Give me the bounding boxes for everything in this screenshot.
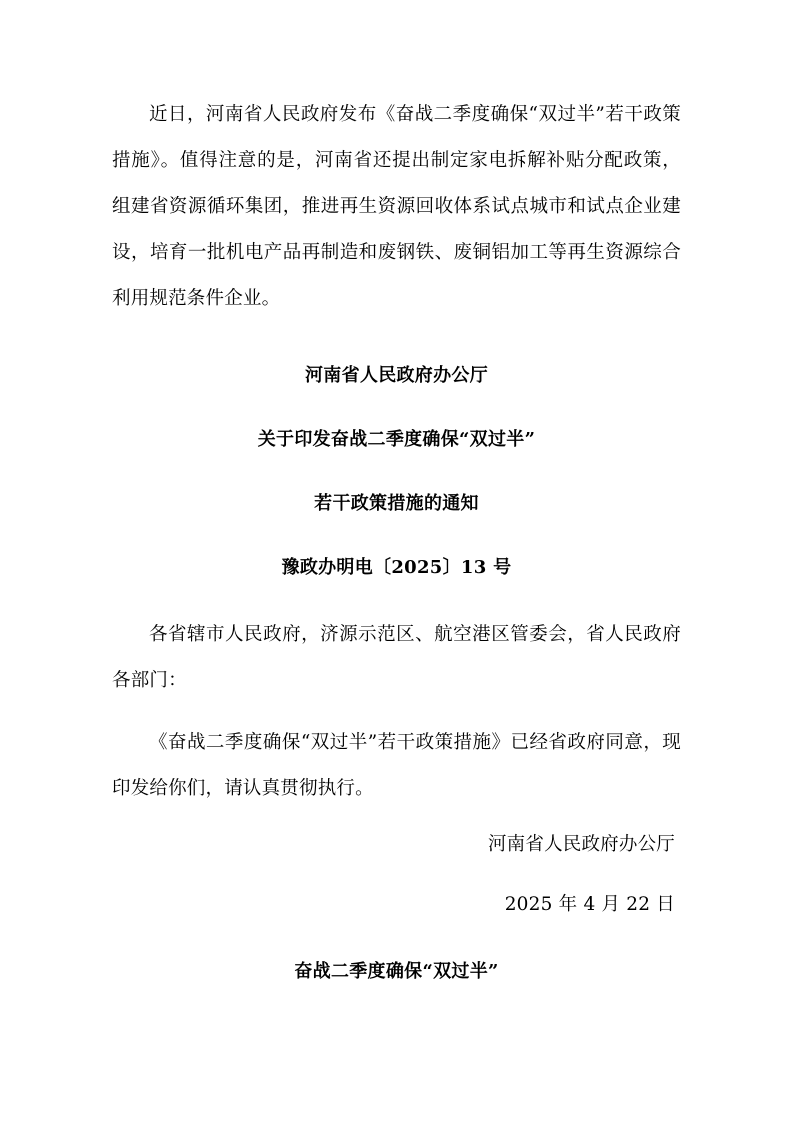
spacer	[112, 396, 681, 420]
document-title-line-2: 关于印发奋战二季度确保“双过半”	[257, 429, 536, 450]
spacer	[112, 324, 681, 356]
document-title-line-3: 若干政策措施的通知	[314, 493, 479, 514]
body-paragraph: 《奋战二季度确保“双过半”若干政策措施》已经省政府同意，现印发给你们，请认真贯彻执行。	[112, 732, 681, 799]
spacer	[112, 460, 681, 484]
signature-block	[112, 822, 681, 928]
signature-date: 2025 年 4 月 22 日	[504, 894, 675, 915]
signature-organization: 河南省人民政府办公厅	[487, 834, 675, 855]
spacer	[112, 928, 681, 952]
recipient-paragraph: 各省辖市人民政府，济源示范区、航空港区管委会，省人民政府各部门：	[112, 624, 681, 691]
section-heading: 奋战二季度确保“双过半”	[294, 961, 499, 982]
spacer	[112, 588, 681, 612]
intro-paragraph: 近日，河南省人民政府发布《奋战二季度确保“双过半”若干政策措施》。值得注意的是，河南省还提出制定家电拆解补贴分配政策，组建省资源循环集团，推进再生资源回收体系试点城市和试点企业建设，培育一批机电产品再制造和废钢铁、废铜铝加工等再生资源综合利用规范条件企业。	[112, 104, 681, 309]
document-number: 豫政办明电〔2025〕13 号	[281, 557, 512, 578]
spacer	[112, 868, 681, 882]
spacer	[112, 524, 681, 548]
spacer	[112, 706, 681, 720]
document-title-line-1: 河南省人民政府办公厅	[305, 365, 488, 386]
